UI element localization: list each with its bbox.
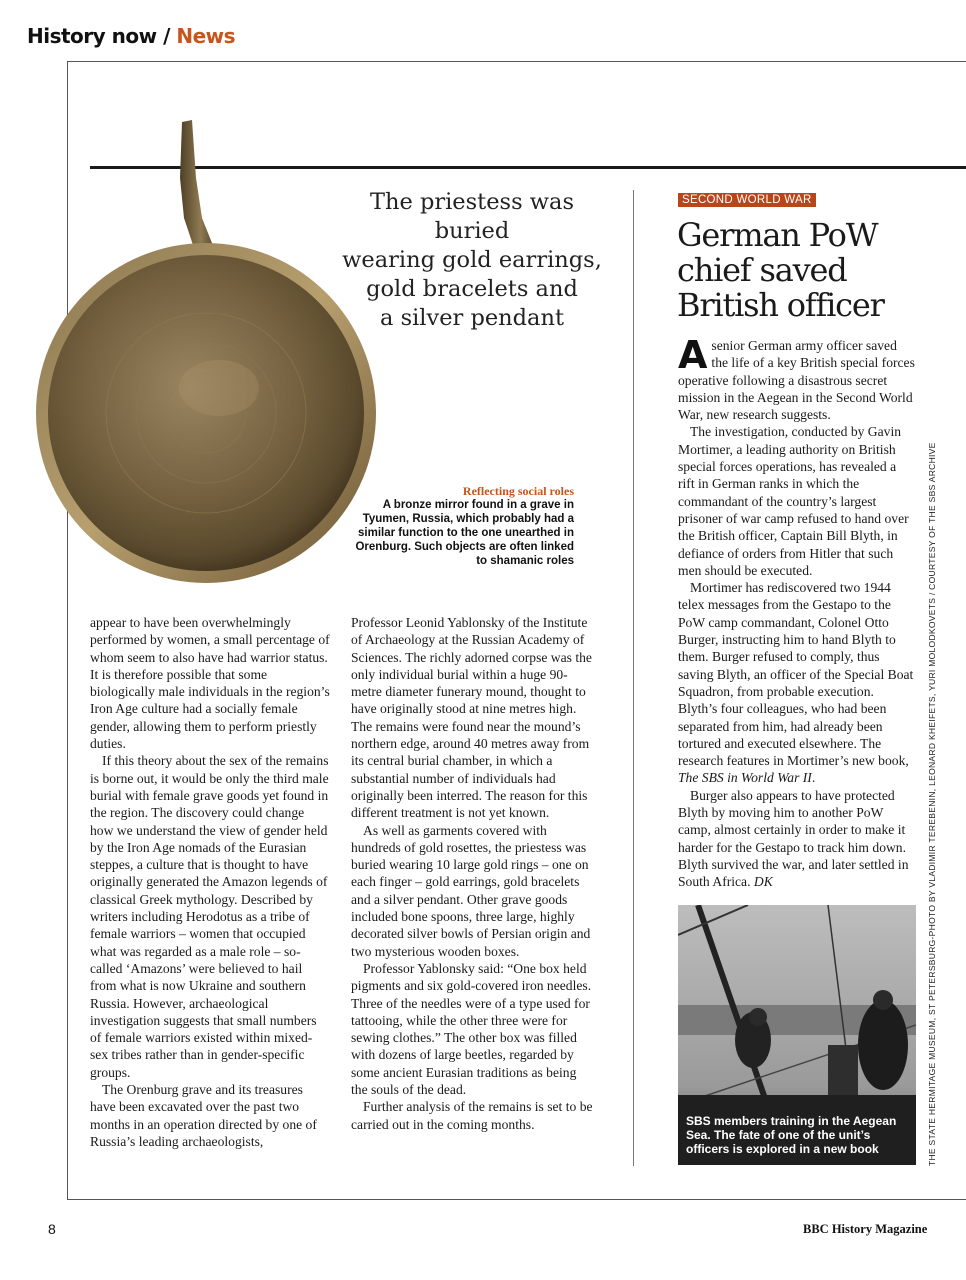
paragraph: Professor Leonid Yablonsky of the Institute of Archaeology at the Russian Academy of Sciences. The richly adorned corpse was the only individual burial within a huge 90-metre diameter funerary mound, thought to have originally stood at nine metres high. The remains were found near the mound’s northern edge, around 40 metres away from its central burial chamber, in which a substantial number of individuals had originally been interred. The reason for this different treatment is not yet known.	[351, 615, 592, 821]
paragraph: As well as garments covered with hundreds of gold rosettes, the priestess was buried wearing 10 large gold rings – one on each finger – gold earrings, gold bracelets and a silver pendant. Other grave goods included bone spoons, three large, highly decorated silver bowls of Persian origin and two mysterious wooden boxes.	[351, 822, 591, 959]
pull-quote-line: wearing gold earrings,	[342, 247, 602, 273]
paragraph	[678, 787, 916, 891]
sidebar-headline: German PoW chief saved British officer	[677, 216, 884, 324]
mirror-caption	[352, 484, 574, 568]
paragraph: If this theory about the sex of the remains is borne out, it would be only the third male burial with female grave goods yet found in the region. The discovery could change how we understand the view of gender held by the Iron Age nomads of the Eurasian steppes, a culture that is thought to have originally generated the Amazon legends of classical Greek mythology. Described by writers including Herodotus as a tribe of female warriors – women that occupied what was regarded as a male role – so-called ‘Amazons’ were believed to hail from what is now Ukraine and southern Russia. However, archaeological investigation suggests that small numbers of female warriors existed within mixed-sex tribes rather than in gender-specific groups.	[90, 753, 329, 1080]
paragraph	[678, 579, 916, 787]
mirror-caption-title: Reflecting social roles	[462, 484, 574, 498]
sbs-training-photo	[678, 905, 916, 1165]
drop-cap: A	[678, 333, 708, 377]
section-name: History now /	[27, 24, 170, 48]
pull-quote-line: a silver pendant	[380, 305, 564, 331]
pull-quote-line: The priestess was buried	[369, 189, 574, 244]
paragraph: appear to have been overwhelmingly performed by women, a small percentage of whom seem to also have had warrior status. It is therefore possible that some biologically male individuals in the region’s Iron Age culture had a socially female gender, allowing them to perform priestly duties.	[90, 615, 330, 752]
bronze-mirror-image	[34, 118, 376, 590]
photo-caption: SBS members training in the Aegean Sea. The fate of one of the unit’s officers is explored in a new book	[686, 1114, 897, 1156]
magazine-name: BBC History Magazine	[803, 1222, 928, 1236]
mirror-caption-text: A bronze mirror found in a grave in Tyumen, Russia, which probably had a similar function to the one unearthed in Orenburg. Such objects are often linked to shamanic roles	[355, 499, 574, 567]
article-column-2	[351, 614, 594, 1133]
paragraph: The Orenburg grave and its treasures have been excavated over the past two months in an operation directed by one of Russia’s leading archaeologists,	[90, 1082, 317, 1149]
image-credit: THE STATE HERMITAGE MUSEUM, ST PETERSBURG-PHOTO BY VLADIMIR TEREBENIN, LEONARD KHEIFETS, YURI MOLODKOVETS / COURTESY OF THE SBS ARCHIVE	[927, 442, 937, 1166]
section-header	[27, 24, 235, 48]
paragraph: Professor Yablonsky said: “One box held pigments and six gold-covered iron needles. Three of the needles were of a type used for tattooing, while the other three were for sewing clothes.” The other box was filled with dozens of large beetles, regarded by some ancient Eurasian traditions as being the souls of the dead.	[351, 960, 592, 1098]
paragraph-text: senior German army officer saved the life of a key British special forces operative following a disastrous secret mission in the Aegean in the Second World War, new research suggests.	[678, 338, 915, 423]
sidebar-column	[678, 333, 916, 891]
paragraph: Further analysis of the remains is set to be carried out in the coming months.	[351, 1099, 593, 1132]
article-column-1	[90, 614, 330, 1150]
column-divider	[633, 190, 634, 1166]
author-initials: DK	[753, 874, 773, 890]
paragraph	[678, 333, 916, 423]
paragraph-text: .	[811, 770, 816, 786]
paragraph-text: Mortimer has rediscovered two 1944 telex messages from the Gestapo to the PoW camp commandant, Colonel Otto Burger, instructing him to hand Blyth to them. Burger refused to comply, thus saving Blyth, an officer of the Special Boat Squadron, from probable execution. Blyth’s four colleagues, who had been separated from him, had already been tortured and executed elsewhere. The research features in Mortimer’s new book,	[678, 580, 914, 769]
subsection-name: News	[176, 24, 236, 48]
category-tag: SECOND WORLD WAR	[678, 193, 816, 207]
book-title: The SBS in World War II	[678, 770, 812, 786]
paragraph-text: Burger also appears to have protected Blyth by moving him to another PoW camp, almost certainly in order to make it harder for the Gestapo to track him down. Blyth survived the war, and later settled in South Africa.	[678, 787, 909, 890]
pull-quote	[342, 188, 602, 333]
paragraph: The investigation, conducted by Gavin Mortimer, a leading authority on British special forces operations, has revealed a rift in German ranks in which the commandant of the country’s largest prisoner of war camp refused to hand over the British officer, Captain Bill Blyth, in defiance of orders from Hitler that such men should be executed.	[678, 424, 909, 578]
pull-quote-line: gold bracelets and	[366, 276, 578, 302]
page-number: 8	[48, 1221, 56, 1237]
